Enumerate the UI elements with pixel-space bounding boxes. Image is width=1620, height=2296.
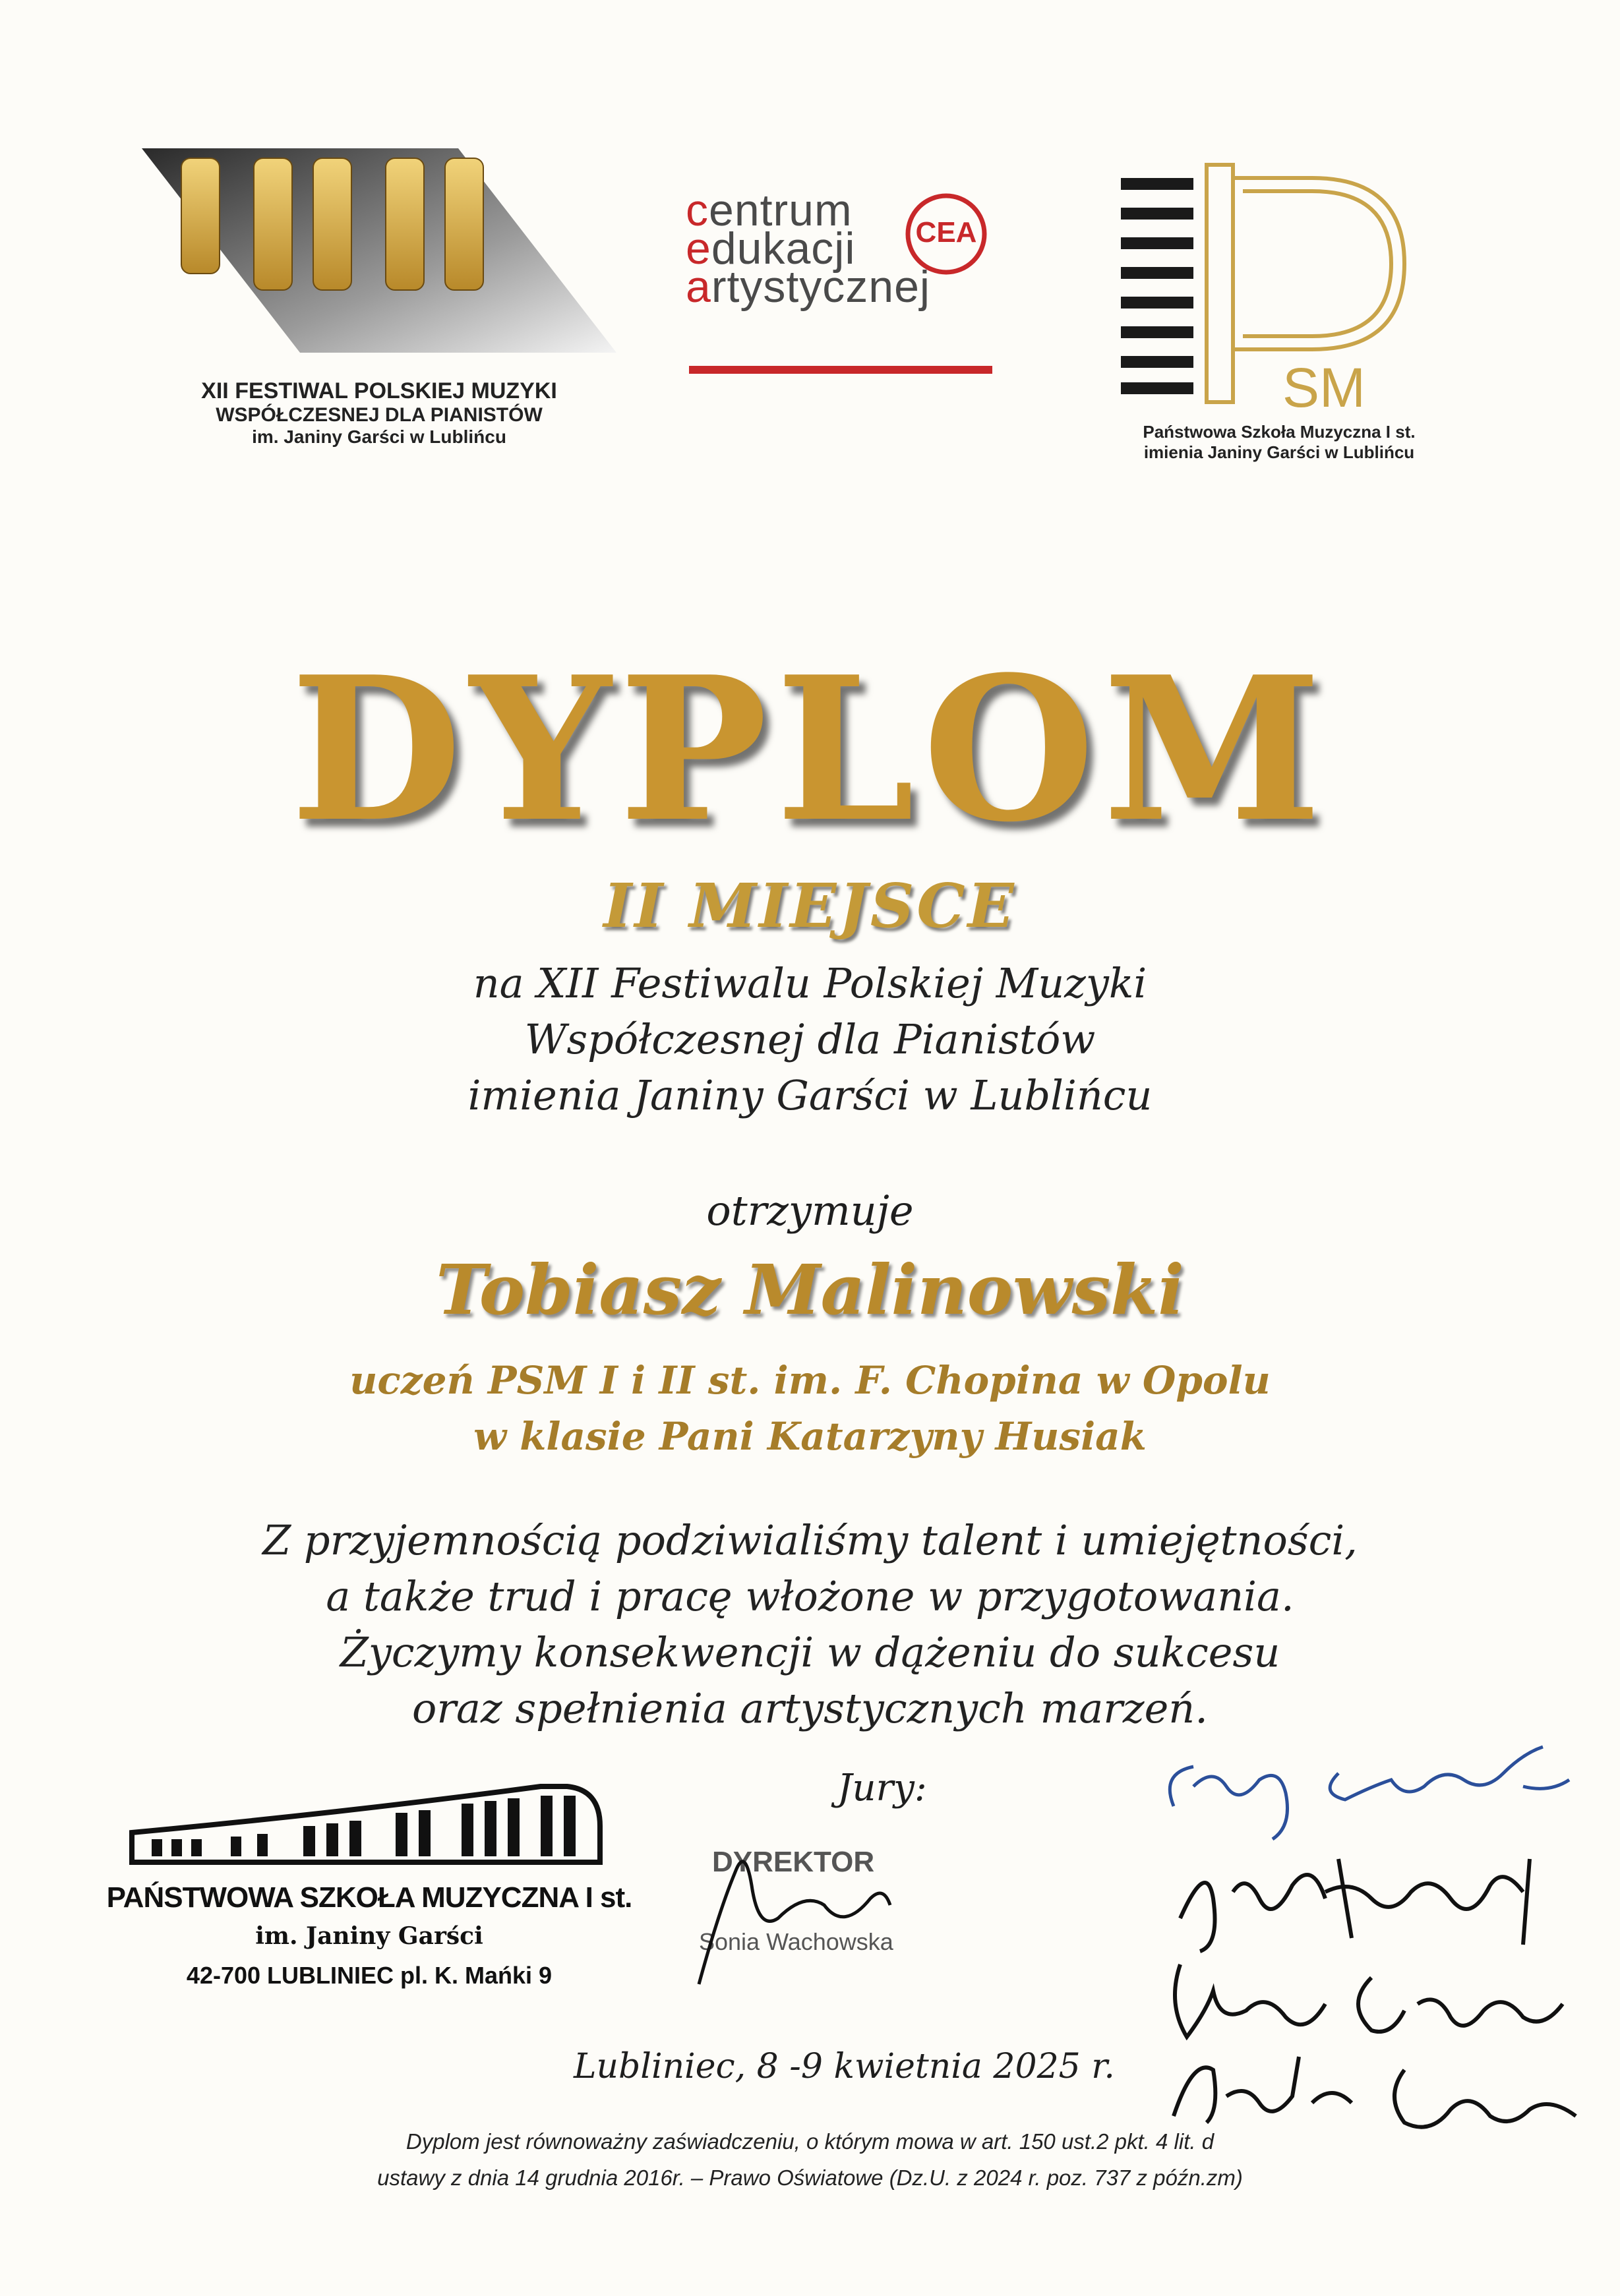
festival-line-3: imienia Janiny Garści w Lublińcu [467,1071,1153,1119]
psm-mark-letters: SM [1282,357,1365,419]
cea-word-2: edukacji [686,223,856,274]
place-award: II MIEJSCE [603,870,1017,941]
psm-caption-line-1: Państwowa Szkoła Muzyczna I st. [1143,422,1416,442]
jury-signature-3 [1175,1964,1563,2037]
wish-line-1: Z przyjemnością podziwialiśmy talent i umiejętności, [262,1516,1358,1564]
festival-caption-line-2: WSPÓŁCZESNEJ DLA PIANISTÓW [216,404,543,426]
cea-monogram: CEA [897,191,996,277]
wish-line-4: oraz spełnienia artystycznych marzeń. [412,1684,1208,1732]
pupil-line-2: w klasie Pani Katarzyny Husiak [473,1414,1147,1459]
jury-signature-1 [1170,1747,1569,1839]
jury-signatures [1154,1727,1602,2156]
cea-underline [689,366,992,374]
receives-label: otrzymuje [706,1187,914,1235]
director-signature [673,1833,963,1991]
psm-logo [1114,158,1457,475]
footnote-line-1: Dyplom jest równoważny zaświadczeniu, o którym mowa w art. 150 ust.2 pkt. 4 lit. d [405,2129,1215,2154]
footnote-line-2: ustawy z dnia 14 grudnia 2016r. – Prawo Oświatowe (Dz.U. z 2024 r. poz. 737 z późn.zm) [377,2165,1243,2190]
school-stamp-patron: im. Janiny Garści [255,1922,483,1950]
school-stamp-address: 42-700 LUBLINIEC pl. K. Mańki 9 [186,1962,553,1989]
director-stamp [673,1833,963,1991]
jury-signature-2 [1180,1859,1530,1951]
festival-line-2: Współczesnej dla Pianistów [524,1015,1096,1063]
diploma-title: DYPLOM [290,633,1330,866]
psm-caption-line-2: imienia Janiny Garści w Lublińcu [1143,442,1415,462]
festival-caption-line-3: im. Janiny Garści w Lublińcu [252,427,506,447]
cea-word-3: artystycznej [686,262,931,312]
wish-line-2: a także trud i pracę włożone w przygotowania. [326,1572,1294,1620]
cea-logo [686,185,1042,389]
festival-line-1: na XII Festiwalu Polskiej Muzyki [473,959,1147,1007]
director-name: Sonia Wachowska [699,1928,893,1955]
jury-signature-4 [1174,2057,1576,2127]
school-stamp-piano-icon [79,1773,659,1872]
jury-label: Jury: [837,1767,927,1810]
place-and-date: Lubliniec, 8 -9 kwietnia 2025 r. [574,2047,1115,2086]
festival-logo [142,142,616,452]
recipient-name: Tobiasz Malinowski [436,1249,1184,1330]
school-stamp [79,1773,659,2024]
cea-word-1: centrum [686,185,853,235]
festival-caption-line-1: XII FESTIWAL POLSKIEJ MUZYKI [201,378,557,403]
school-stamp-name: PAŃSTWOWA SZKOŁA MUZYCZNA I st. [106,1881,632,1914]
director-title: DYREKTOR [712,1846,875,1878]
pupil-line-1: uczeń PSM I i II st. im. F. Chopina w Opolu [349,1358,1271,1403]
piano-keys-logo-graphic [142,142,616,359]
wish-line-3: Życzymy konsekwencji w dążeniu do sukcesu [340,1628,1280,1676]
